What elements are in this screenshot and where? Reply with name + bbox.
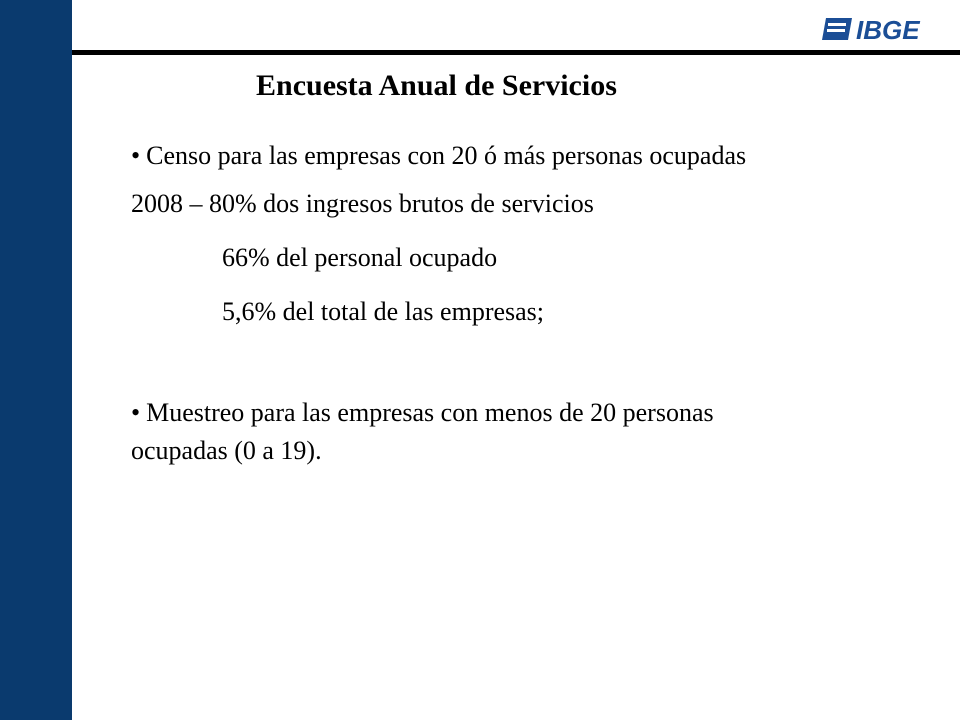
bullet-continuation: ocupadas (0 a 19). — [131, 436, 322, 465]
bullet-item-muestreo — [131, 397, 714, 429]
stats-line-personal: 66% del personal ocupado — [222, 243, 498, 272]
left-sidebar-band — [0, 0, 72, 720]
slide-title: Encuesta Anual de Servicios — [256, 69, 617, 102]
header-rule — [72, 50, 960, 55]
bullet-icon: • — [131, 141, 141, 170]
bullet-text: Censo para las empresas con 20 ó más personas ocupadas — [146, 141, 747, 170]
stats-line-ingresos: 2008 – 80% dos ingresos brutos de servicios — [131, 189, 594, 218]
logo-text: IBGE — [856, 15, 920, 44]
ibge-logo — [822, 14, 942, 44]
ibge-logo-icon — [822, 18, 852, 40]
bullet-text: Muestreo para las empresas con menos de 20 personas — [146, 398, 714, 427]
stats-line-empresas: 5,6% del total de las empresas; — [222, 297, 545, 326]
bullet-item-censo — [131, 140, 746, 172]
bullet-icon: • — [131, 398, 141, 427]
